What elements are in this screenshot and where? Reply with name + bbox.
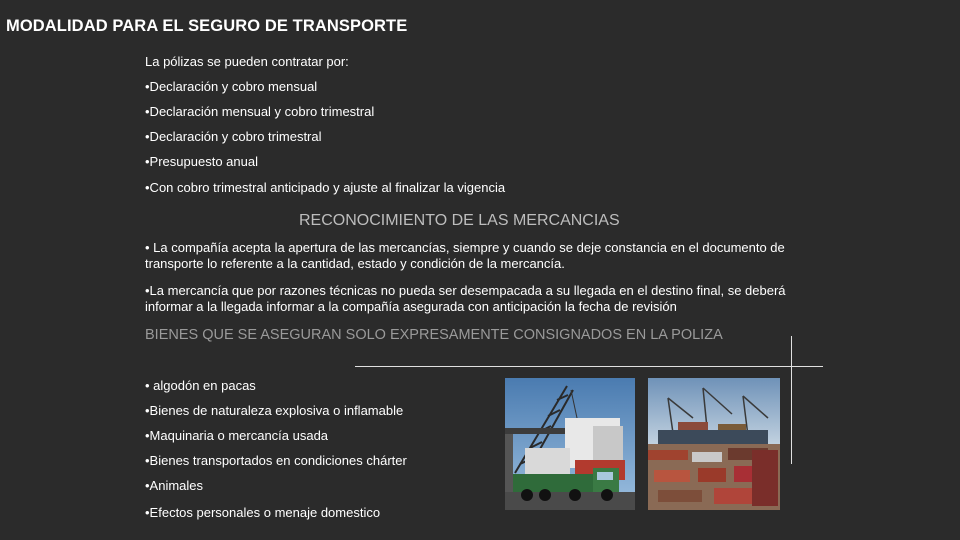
page-title: MODALIDAD PARA EL SEGURO DE TRANSPORTE — [6, 17, 408, 35]
bienes-item: •Animales — [145, 478, 204, 493]
bienes-item: • algodón en pacas — [145, 378, 256, 393]
bienes-item: •Efectos personales o menaje domestico — [145, 505, 381, 520]
divider-vertical — [791, 336, 792, 464]
bienes-heading: BIENES QUE SE ASEGURAN SOLO EXPRESAMENTE CONSIGNADOS EN LA POLIZA — [145, 327, 723, 343]
bienes-item: •Maquinaria o mercancía usada — [145, 428, 329, 443]
bienes-item: •Bienes de naturaleza explosiva o inflamable — [145, 403, 404, 418]
polizas-item: •Declaración y cobro trimestral — [145, 129, 322, 144]
polizas-item: •Con cobro trimestral anticipado y ajuste al finalizar la vigencia — [145, 180, 506, 195]
crane-loading-photo — [505, 378, 635, 510]
bienes-item: •Bienes transportados en condiciones chárter — [145, 453, 407, 468]
polizas-item: •Declaración mensual y cobro trimestral — [145, 104, 375, 119]
polizas-intro: La pólizas se pueden contratar por: — [145, 54, 349, 69]
polizas-item: •Presupuesto anual — [145, 154, 258, 169]
divider-horizontal — [355, 366, 823, 367]
container-port-photo — [648, 378, 780, 510]
reconocimiento-paragraph: •La mercancía que por razones técnicas no pueda ser desempacada a su llegada en el destino final, se deberá informar a la llegada informar a la compañía asegurada con anticipación la fecha de revisión — [145, 283, 786, 314]
polizas-item: •Declaración y cobro mensual — [145, 79, 318, 94]
reconocimiento-heading: RECONOCIMIENTO DE LAS MERCANCIAS — [299, 212, 620, 229]
reconocimiento-paragraph: • La compañía acepta la apertura de las mercancías, siempre y cuando se deje constancia en el documento de transporte lo referente a la cantidad, estado y condición de la mercancía. — [145, 240, 785, 271]
